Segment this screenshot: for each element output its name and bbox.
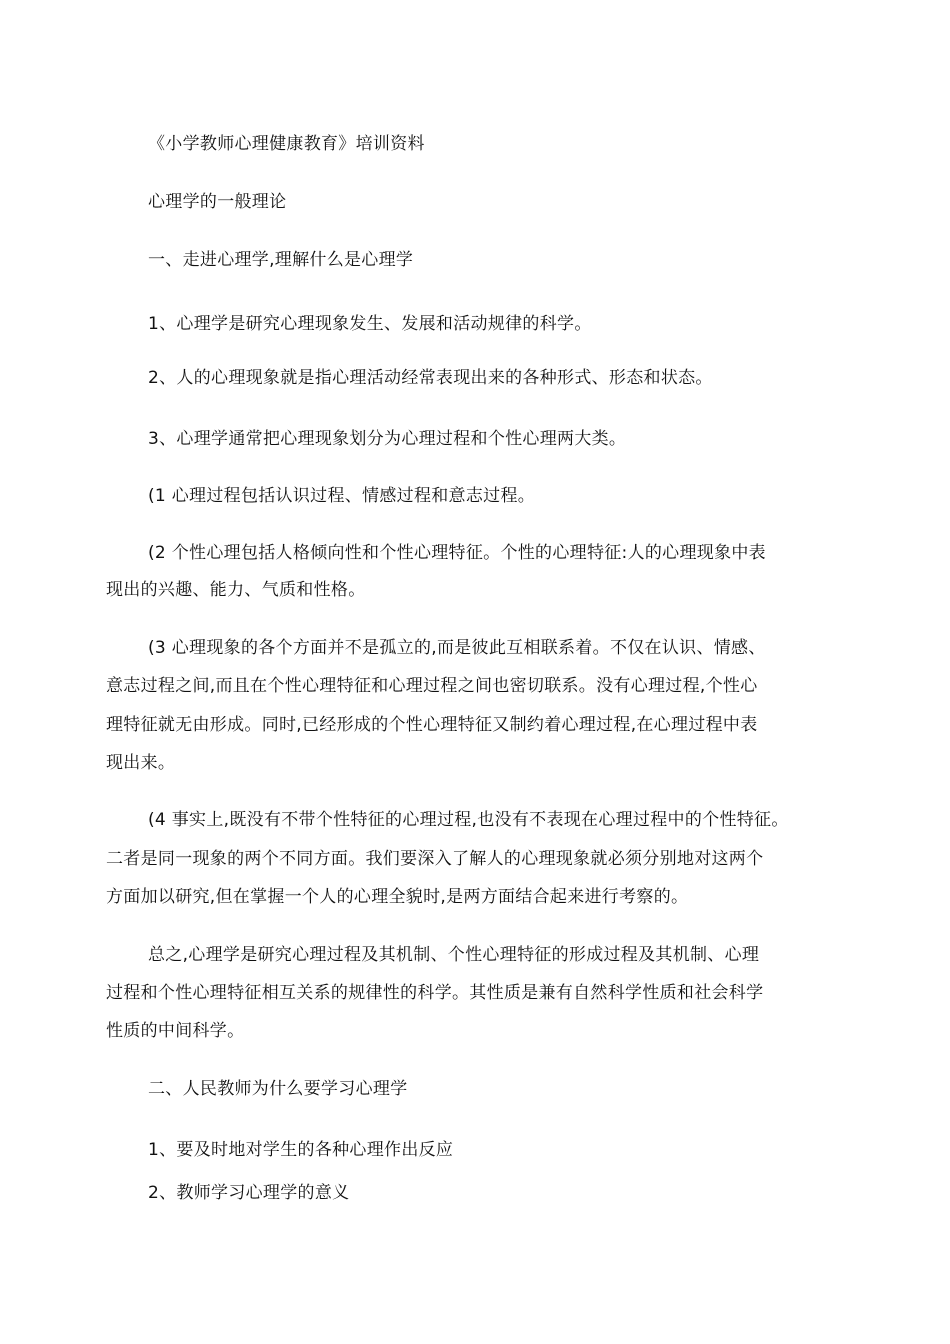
- section1-sub-4-line-2: 二者是同一现象的两个不同方面。我们要深入了解人的心理现象就必须分别地对这两个: [106, 849, 764, 869]
- section1-sub-3-line-1: (3 心理现象的各个方面并不是孤立的,而是彼此互相联系着。不仅在认识、情感、: [148, 638, 766, 658]
- section1-sub-4-line-1: (4 事实上,既没有不带个性特征的心理过程,也没有不表现在心理过程中的个性特征。: [148, 810, 789, 830]
- section1-sub-2-line-1: (2 个性心理包括人格倾向性和个性心理特征。个性的心理特征:人的心理现象中表: [148, 543, 766, 563]
- summary-line-1: 总之,心理学是研究心理过程及其机制、个性心理特征的形成过程及其机制、心理: [148, 945, 760, 965]
- section1-sub-3-line-4: 现出来。: [106, 753, 176, 773]
- section2-heading: 二、人民教师为什么要学习心理学: [148, 1079, 408, 1099]
- document-subtitle: 心理学的一般理论: [148, 192, 287, 212]
- document-title: 《小学教师心理健康教育》培训资料: [148, 134, 425, 154]
- summary-line-3: 性质的中间科学。: [106, 1021, 245, 1041]
- section1-item-2: 2、人的心理现象就是指心理活动经常表现出来的各种形式、形态和状态。: [148, 368, 713, 388]
- section1-sub-1: (1 心理过程包括认识过程、情感过程和意志过程。: [148, 486, 536, 506]
- section2-item-1: 1、要及时地对学生的各种心理作出反应: [148, 1140, 454, 1160]
- section1-sub-3-line-3: 理特征就无由形成。同时,已经形成的个性心理特征又制约着心理过程,在心理过程中表: [106, 715, 758, 735]
- section1-item-1: 1、心理学是研究心理现象发生、发展和活动规律的科学。: [148, 314, 592, 334]
- section1-sub-3-line-2: 意志过程之间,而且在个性心理特征和心理过程之间也密切联系。没有心理过程,个性心: [106, 676, 758, 696]
- section1-heading: 一、走进心理学,理解什么是心理学: [148, 250, 414, 270]
- summary-line-2: 过程和个性心理特征相互关系的规律性的科学。其性质是兼有自然科学性质和社会科学: [106, 983, 764, 1003]
- section1-item-3: 3、心理学通常把心理现象划分为心理过程和个性心理两大类。: [148, 429, 627, 449]
- section1-sub-2-line-2: 现出的兴趣、能力、气质和性格。: [106, 580, 366, 600]
- section2-item-2: 2、教师学习心理学的意义: [148, 1183, 350, 1203]
- section1-sub-4-line-3: 方面加以研究,但在掌握一个人的心理全貌时,是两方面结合起来进行考察的。: [106, 887, 689, 907]
